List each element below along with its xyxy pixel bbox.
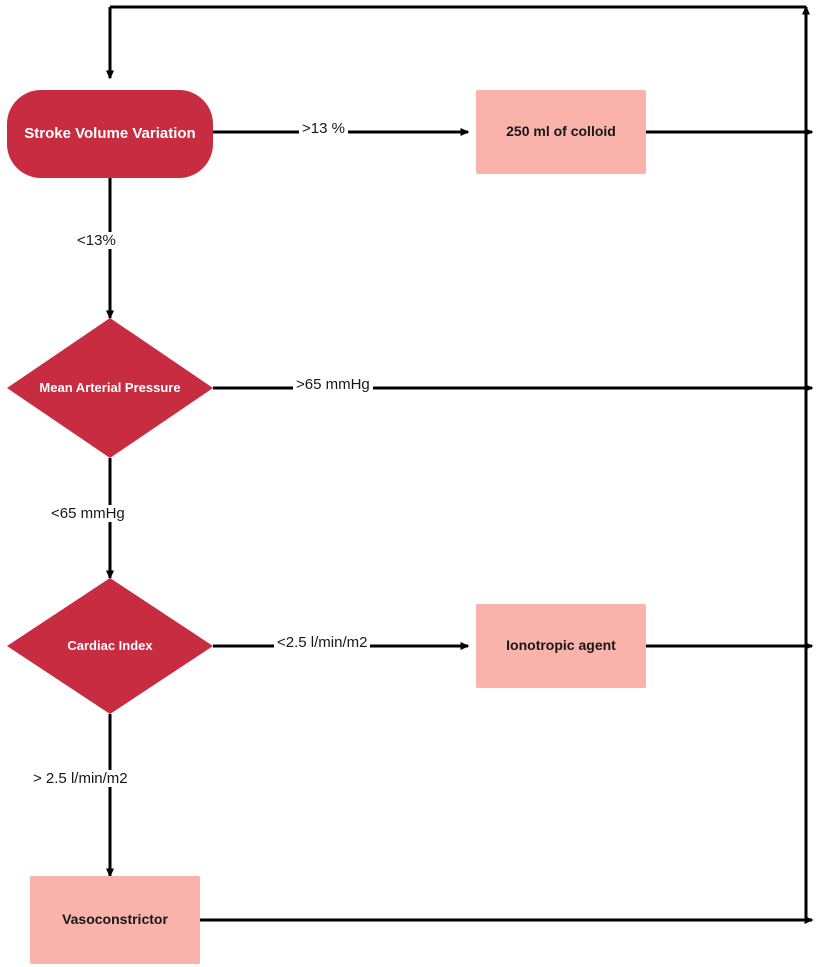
node-250ml-colloid[interactable]: [476, 90, 646, 174]
node-label: Stroke Volume Variation: [24, 124, 196, 142]
node-label: Cardiac Index: [67, 637, 153, 653]
node-label: Vasoconstrictor: [62, 911, 168, 928]
node-stroke-volume-variation[interactable]: [7, 90, 213, 178]
edge-label-svv-high: >13 %: [299, 120, 348, 137]
node-label: 250 ml of colloid: [506, 123, 616, 140]
edge-label-map-high: >65 mmHg: [293, 376, 373, 393]
node-label: Ionotropic agent: [506, 637, 616, 654]
node-mean-arterial-pressure[interactable]: [7, 318, 213, 458]
edge-label-ci-high: > 2.5 l/min/m2: [30, 770, 131, 787]
edge-label-map-low: <65 mmHg: [48, 505, 128, 522]
node-vasoconstrictor[interactable]: [30, 876, 200, 964]
edge-label-svv-low: <13%: [74, 232, 119, 249]
edge-label-ci-low: <2.5 l/min/m2: [274, 634, 370, 651]
node-ionotropic-agent[interactable]: [476, 604, 646, 688]
node-cardiac-index[interactable]: [7, 578, 213, 714]
node-label: Mean Arterial Pressure: [39, 379, 181, 395]
